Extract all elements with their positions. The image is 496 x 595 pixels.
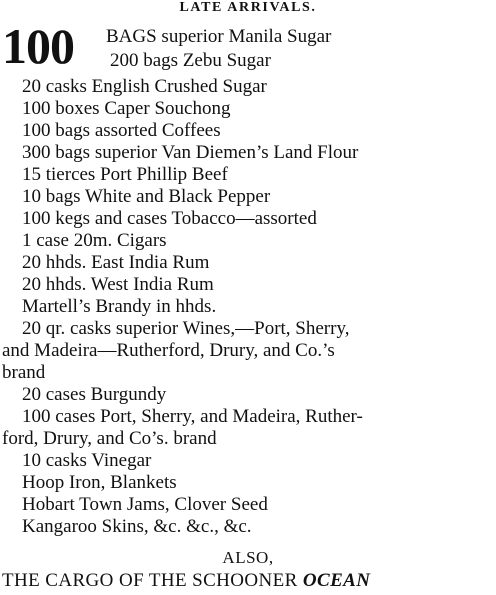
item-line: 20 hhds. West India Rum	[22, 274, 214, 295]
big-number: 100	[2, 18, 74, 74]
item-line: Hobart Town Jams, Clover Seed	[22, 494, 268, 515]
item-line: 1 case 20m. Cigars	[22, 230, 167, 251]
item-line: 200 bags Zebu Sugar	[110, 50, 271, 71]
item-line: 10 bags White and Black Pepper	[22, 186, 271, 207]
cargo-line	[2, 570, 370, 592]
item-line: 10 casks Vinegar	[22, 450, 152, 471]
item-line: 20 qr. casks superior Wines,—Port, Sherry,	[22, 318, 350, 339]
heading: LATE ARRIVALS.	[179, 0, 317, 15]
item-line: 100 bags assorted Coffees	[22, 120, 221, 141]
item-line: brand	[2, 362, 46, 383]
item-line: Kangaroo Skins, &c. &c., &c.	[22, 516, 252, 537]
item-line: 15 tierces Port Phillip Beef	[22, 164, 228, 185]
also-label: ALSO,	[222, 548, 274, 567]
ship-name: OCEAN	[302, 570, 371, 591]
item-line: 300 bags superior Van Diemen’s Land Flour	[22, 142, 359, 163]
item-line: 100 boxes Caper Souchong	[22, 98, 231, 119]
item-line: BAGS superior Manila Sugar	[106, 26, 332, 47]
item-line: 20 casks English Crushed Sugar	[22, 76, 267, 97]
item-line: 20 cases Burgundy	[22, 384, 167, 405]
cargo-prefix: THE CARGO OF THE SCHOONER	[2, 570, 298, 591]
item-line: and Madeira—Rutherford, Drury, and Co.’s	[2, 340, 335, 361]
item-line: 20 hhds. East India Rum	[22, 252, 210, 273]
item-line: Martell’s Brandy in hhds.	[22, 296, 217, 317]
item-line: 100 kegs and cases Tobacco—assorted	[22, 208, 317, 229]
item-line: Hoop Iron, Blankets	[22, 472, 177, 493]
item-line: ford, Drury, and Co’s. brand	[2, 428, 217, 449]
item-line: 100 cases Port, Sherry, and Madeira, Ruther-	[22, 406, 363, 427]
